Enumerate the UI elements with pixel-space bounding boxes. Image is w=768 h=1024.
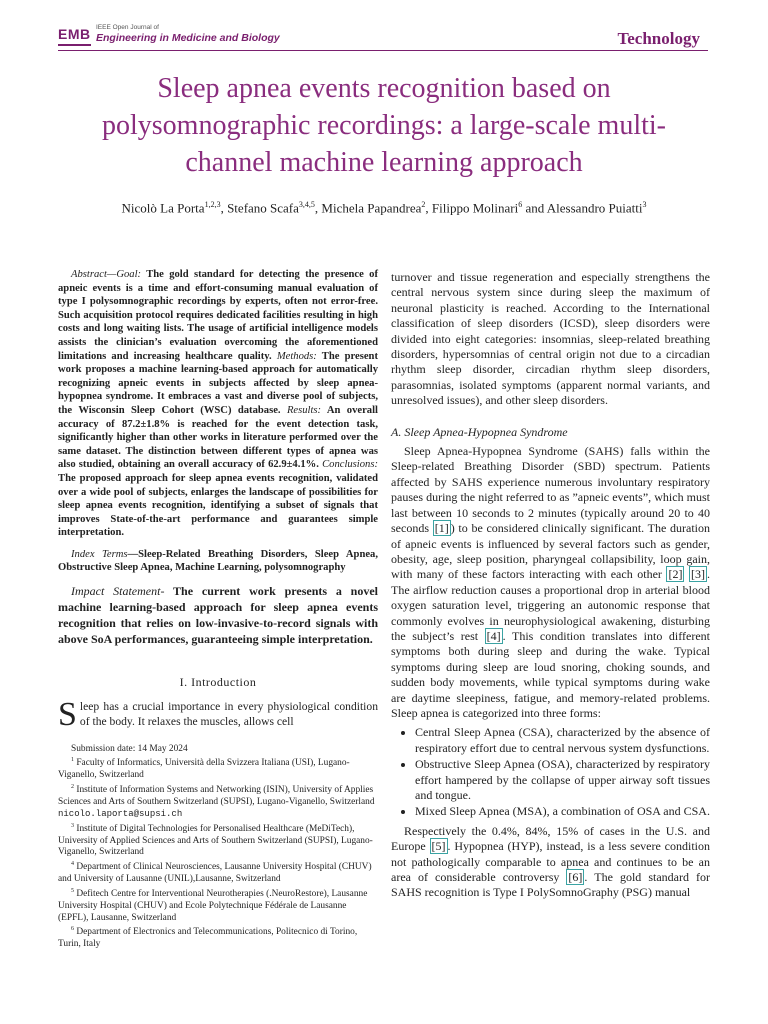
impact-statement (58, 583, 378, 647)
footnote (58, 821, 378, 860)
footnote-number: 6 (71, 926, 74, 933)
intro-text: leep has a crucial importance in every physiological condition of the body. It relaxes the muscles, allows cell (79, 699, 378, 729)
footnote-text: Institute of Information Systems and Networking (ISIN), University of Applies Sciences and Arts of Southern Switzerland (SUPSI), Lugano-Viganello, Switzerland (58, 785, 375, 807)
author-list (40, 200, 728, 216)
section-label: Technology (617, 29, 700, 48)
sahs-text-d: . This condition translates into different symptoms both during sleep and during the wake. Typical symptoms during sleep are loud snoring, choking sounds, and sudden body movements, while typical symptoms during wake are daytime sleepiness, fatigue, and memory-related problems. Sleep apnea is categorized into three forms: (391, 628, 710, 720)
citation-5[interactable]: [5] (431, 839, 446, 854)
intro-continuation: turnover and tissue regeneration and especially strengthens the central nervous system since during sleep the maximum of neuronal plasticity is reached. According to the International classification of sleep disorders (ICSD), sleep disorders were divided into eight categories: insomnias, sleep-related breathing disorders, hypersomnias of central origin not due to a circadian rhythm sleep disorder, circadian rhythm sleep disorders, parasomnias, isolated symptoms (apparent normal variants, and unresolved issues), and other sleep disorders. (391, 270, 710, 408)
author-name: Michela Papandrea (321, 200, 422, 216)
impact-label: Impact Statement- (71, 584, 165, 599)
sahs-text-c: . The airflow reduction causes a proportional drop in arterial blood oxygen saturation level, triggering an autonomic response that commonly evolves in neurophysiological awakening, disturbing the subject’s rest (391, 567, 711, 643)
emb-logo-mark: EMB (58, 26, 91, 42)
index-terms-label: Index Terms (71, 548, 128, 560)
affiliation-list (58, 755, 378, 951)
footnote-number: 3 (71, 822, 74, 829)
prevalence-text-a: Respectively the 0.4%, 84%, 15% of cases in the U.S. and Europe (391, 823, 710, 854)
intro-dropcap: S (58, 695, 77, 733)
journal-prefix: IEEE Open Journal of (96, 24, 159, 31)
citation-4[interactable]: [4] (486, 628, 501, 643)
footnote (58, 924, 378, 951)
header-rule (58, 50, 708, 51)
sahs-text-a: Sleep Apnea-Hypopnea Syndrome (SAHS) falls within the Sleep-related Breathing Disorder (SBD) spectrum. Patients affected by SAHS experience numerous involuntary respiratory pauses during the night referred to as ”apneic events”, which must last between 10 seconds to 2 minutes (typically around 20 to 40 seconds (391, 444, 710, 536)
footnote-number: 4 (71, 861, 74, 868)
author-affiliation: 3 (642, 200, 647, 209)
abstract-methods: The present work proposes a machine learning-based approach for automatically recognizing apneic events in subjects affected by sleep apnea-hypopnea syndrome. It embraces a vast and diverse pool of subjects, the Wisconsin Sleep Cohort (WSC) database. (58, 350, 378, 416)
prevalence-text-c: . The gold standard for SAHS recognition is Type I PolySomnoGraphy (PSG) manual (391, 870, 710, 900)
submission-date: Submission date: 14 May 2024 (71, 743, 188, 754)
author-separator: and (522, 200, 547, 216)
abstract-conclusions: The proposed approach for sleep apnea events recognition, validated over a wide pool of subjects, enlarges the landscape of possibilities for sleep apnea events recognition, identifying a subset of signals that improves State-of-the-art performance and guarantees simple interpretation. (58, 472, 378, 539)
prevalence-paragraph (391, 824, 710, 901)
citation-3[interactable]: [3] (691, 567, 706, 582)
footnote (58, 859, 378, 886)
footnote-number: 1 (71, 757, 74, 764)
left-column (58, 268, 378, 951)
prevalence-text-b: . Hypopnea (HYP), instead, is a less severe condition not pathologically comparable to apnea and continues to be an area of considerable controversy (391, 839, 710, 885)
list-item: • Obstructive Sleep Apnea (OSA), characterized by respiratory effort hampered by the collapse of upper airway soft tissues and tongue. (415, 757, 710, 803)
footnote-text: Faculty of Informatics, Università della Svizzera Italiana (USI), Lugano-Viganello, Switzerland (58, 758, 350, 781)
author-name: Stefano Scafa (227, 200, 299, 216)
impact-text: The current work presents a novel machine learning-based approach for sleep apnea events recognition that relies on low-invasive-to-record signals with above SoA performances, guaranteeing simple interpretation. (58, 584, 378, 647)
intro-heading: I. Introduction (179, 675, 257, 690)
apnea-forms-list (391, 725, 710, 819)
footnote-text: Department of Clinical Neurosciences, Lausanne University Hospital (CHUV) and University of Lausanne (UNIL),Lausanne, Switzerland (58, 862, 372, 885)
conclusions-label: Conclusions: (322, 459, 378, 471)
citation-6[interactable]: [6] (568, 870, 583, 885)
abstract-goal: The gold standard for detecting the presence of apneic events is a time and effort-consuming manual evaluation of type I polysomnographic recordings by experts, often not error-free. Such acquisition protocol requires dedicated facilities resulting in high costs and long waiting lists. The usage of artificial intelligence models assists the clinician’s evaluation overcoming the aforementioned limitations and increasing healthcare quality. (58, 269, 378, 362)
index-terms (58, 548, 378, 575)
author-affiliation: 2 (421, 200, 426, 209)
author-affiliation: 1,2,3 (204, 200, 221, 209)
sahs-paragraph (391, 444, 710, 721)
author-affiliation: 6 (518, 200, 523, 209)
author-name: Filippo Molinari (431, 200, 519, 216)
abstract-results: An overall accuracy of 87.2±1.8% is reached for the event detection task, significantly higher than other works in literature performed over the same dataset. The distinction between different types of apnea was also studied, obtaining an overall accuracy of 62.9±4.1%. (58, 404, 378, 471)
journal-logo (58, 22, 298, 46)
citation-1[interactable]: [1] (434, 521, 449, 536)
list-item: • Mixed Sleep Apnea (MSA), a combination of OSA and CSA. (415, 804, 710, 819)
footnote-text: Department of Electronics and Telecommunications, Politecnico di Torino, Turin, Italy (58, 927, 358, 950)
footnote (58, 782, 378, 821)
footnote-text: Defitech Centre for Interventional Neurotherapies (.NeuroRestore), Lausanne University Hospital (CHUV) and Ecole Polytechnique Fédérale de Lausanne (EPFL), Lausanne, Switzerland (58, 888, 368, 923)
contact-email[interactable]: nicolo.laporta@supsi.ch (58, 808, 183, 819)
sahs-text-b: ) to be considered clinically significant. The duration of apneic events is influenced by several factors such as gender, obesity, age, sleep position, pharyngeal collapsibility, loop gain, with many of these factors interacting with each other (391, 521, 710, 582)
citation-2[interactable]: [2] (668, 567, 683, 582)
footnote (58, 755, 378, 782)
index-terms-text: —Sleep-Related Breathing Disorders, Sleep Apnea, Obstructive Sleep Apnea, Machine Learning, polysomnography (58, 548, 378, 574)
journal-name: Engineering in Medicine and Biology (96, 32, 280, 44)
list-item: • Central Sleep Apnea (CSA), characterized by the absence of respiratory effort due to central nervous system dysfunctions. (415, 725, 710, 756)
author-separator: , (425, 200, 432, 216)
goal-label: Goal: (116, 269, 142, 280)
abstract-label: Abstract— (71, 269, 117, 280)
footnote-number: 2 (71, 784, 74, 791)
intro-paragraph (58, 695, 378, 733)
author-separator: , (314, 200, 322, 216)
footnotes (58, 744, 378, 952)
right-column (391, 270, 710, 901)
author-name: Nicolò La Porta (121, 200, 205, 216)
footnote (58, 886, 378, 925)
methods-label: Methods: (276, 350, 317, 362)
author-separator: , (220, 200, 228, 216)
author-affiliation: 3,4,5 (298, 200, 315, 209)
footnote-text: Institute of Digital Technologies for Personalised Healthcare (MeDiTech), University of Applied Sciences and Arts of Southern Switzerland (SUPSI), Lugano-Viganello, Switzerland (58, 823, 373, 858)
subsection-heading: A. Sleep Apnea-Hypopnea Syndrome (391, 424, 568, 439)
author-name: Alessandro Puiatti (546, 200, 643, 216)
paper-title: Sleep apnea events recognition based on polysomnographic recordings: a large-scale multi-channel machine learning approach (102, 73, 666, 178)
abstract (58, 268, 378, 540)
footnote-number: 5 (71, 887, 74, 894)
results-label: Results: (286, 404, 322, 416)
